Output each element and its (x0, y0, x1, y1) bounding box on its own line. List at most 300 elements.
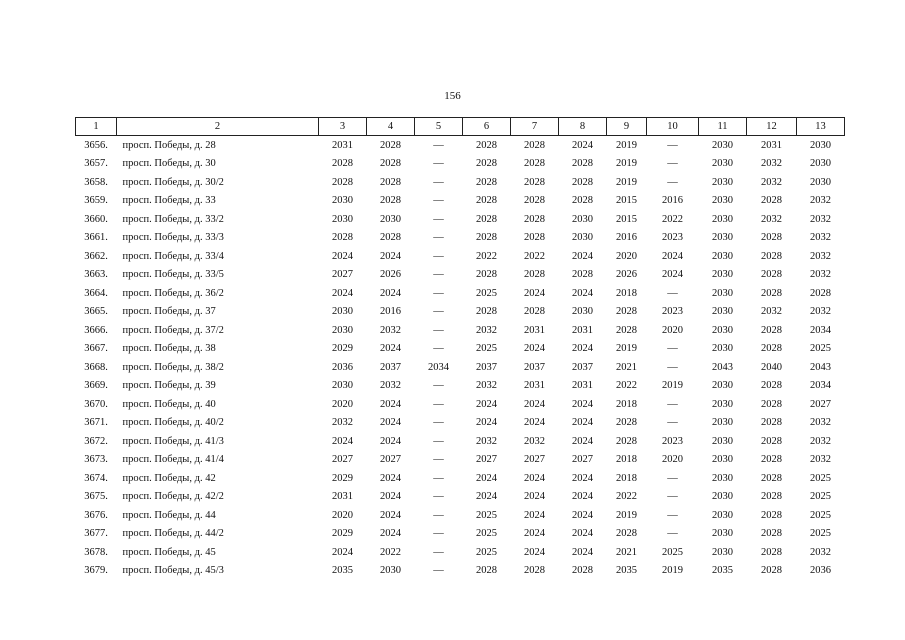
year-cell: 2024 (572, 491, 593, 503)
year-cell: 2020 (662, 454, 683, 466)
address-cell: просп. Победы, д. 41/4 (122, 454, 224, 466)
row-number: 3667. (84, 343, 108, 355)
year-cell: 2024 (572, 398, 593, 410)
year-cell: 2030 (712, 213, 733, 225)
address-cell: просп. Победы, д. 33/4 (122, 250, 224, 262)
year-cell: — (433, 509, 444, 521)
year-cell: 2024 (572, 417, 593, 429)
year-cell: 2032 (380, 324, 401, 336)
table-header (76, 118, 845, 136)
year-cell: — (667, 158, 678, 170)
year-cell: 2028 (476, 195, 497, 207)
year-cell: — (667, 417, 678, 429)
year-cell: — (433, 139, 444, 151)
year-cell: 2030 (810, 176, 831, 188)
year-cell: 2023 (662, 435, 683, 447)
row-number: 3676. (84, 509, 108, 521)
table-row (76, 543, 845, 562)
year-cell: 2027 (810, 398, 831, 410)
address-cell: просп. Победы, д. 37 (122, 306, 216, 318)
table-row (76, 155, 845, 174)
year-cell: 2022 (476, 250, 497, 262)
year-cell: 2023 (662, 232, 683, 244)
year-cell: 2032 (476, 324, 497, 336)
year-cell: 2025 (476, 343, 497, 355)
year-cell: 2030 (332, 380, 353, 392)
year-cell: 2028 (761, 250, 782, 262)
year-cell: 2025 (810, 528, 831, 540)
year-cell: 2022 (380, 546, 401, 558)
table-row (76, 229, 845, 248)
address-cell: просп. Победы, д. 38 (122, 343, 216, 355)
year-cell: 2031 (524, 324, 545, 336)
row-number: 3658. (84, 176, 108, 188)
year-cell: 2024 (380, 472, 401, 484)
year-cell: 2025 (810, 343, 831, 355)
year-cell: 2030 (572, 213, 593, 225)
year-cell: 2025 (476, 509, 497, 521)
year-cell: 2028 (761, 269, 782, 281)
header-row (76, 118, 845, 136)
row-number: 3665. (84, 306, 108, 318)
year-cell: 2018 (616, 398, 637, 410)
table-row (76, 432, 845, 451)
year-cell: 2030 (712, 287, 733, 299)
column-header-10: 10 (647, 118, 699, 136)
row-number: 3657. (84, 158, 108, 170)
year-cell: 2028 (524, 565, 545, 577)
table-row (76, 358, 845, 377)
year-cell: 2019 (662, 565, 683, 577)
column-header-5: 5 (415, 118, 463, 136)
year-cell: 2027 (572, 454, 593, 466)
year-cell: 2024 (380, 398, 401, 410)
year-cell: 2024 (476, 398, 497, 410)
table-row (76, 266, 845, 285)
year-cell: 2022 (662, 213, 683, 225)
year-cell: 2032 (810, 546, 831, 558)
table-row (76, 303, 845, 322)
year-cell: — (667, 343, 678, 355)
year-cell: 2032 (761, 158, 782, 170)
row-number: 3660. (84, 213, 108, 225)
column-header-9: 9 (607, 118, 647, 136)
table-row (76, 284, 845, 303)
year-cell: 2028 (761, 528, 782, 540)
year-cell: 2034 (428, 361, 449, 373)
year-cell: 2026 (380, 269, 401, 281)
year-cell: 2024 (662, 250, 683, 262)
year-cell: 2030 (572, 232, 593, 244)
year-cell: 2028 (616, 528, 637, 540)
year-cell: 2043 (712, 361, 733, 373)
year-cell: 2028 (380, 158, 401, 170)
year-cell: 2028 (524, 139, 545, 151)
year-cell: 2028 (380, 139, 401, 151)
year-cell: 2034 (810, 380, 831, 392)
year-cell: 2024 (572, 472, 593, 484)
year-cell: — (433, 565, 444, 577)
year-cell: 2031 (332, 491, 353, 503)
year-cell: 2024 (572, 343, 593, 355)
year-cell: — (433, 232, 444, 244)
year-cell: 2028 (810, 287, 831, 299)
year-cell: 2028 (572, 269, 593, 281)
year-cell: 2028 (476, 306, 497, 318)
row-number: 3661. (84, 232, 108, 244)
row-number: 3663. (84, 269, 108, 281)
year-cell: 2019 (662, 380, 683, 392)
year-cell: 2030 (332, 213, 353, 225)
table-row (76, 451, 845, 470)
year-cell: 2030 (810, 139, 831, 151)
year-cell: 2030 (332, 195, 353, 207)
year-cell: 2031 (524, 380, 545, 392)
table-row (76, 506, 845, 525)
year-cell: 2032 (761, 176, 782, 188)
year-cell: 2030 (712, 176, 733, 188)
year-cell: 2024 (572, 528, 593, 540)
year-cell: 2032 (476, 435, 497, 447)
year-cell: 2024 (332, 250, 353, 262)
year-cell: 2030 (712, 139, 733, 151)
column-header-3: 3 (319, 118, 367, 136)
address-cell: просп. Победы, д. 39 (122, 380, 216, 392)
year-cell: 2028 (761, 565, 782, 577)
year-cell: 2028 (572, 565, 593, 577)
table-row (76, 192, 845, 211)
address-cell: просп. Победы, д. 42 (122, 472, 216, 484)
year-cell: 2024 (572, 509, 593, 521)
year-cell: 2020 (616, 250, 637, 262)
table-row (76, 414, 845, 433)
year-cell: 2030 (712, 491, 733, 503)
year-cell: 2028 (616, 417, 637, 429)
year-cell: 2019 (616, 176, 637, 188)
year-cell: — (667, 287, 678, 299)
year-cell: 2025 (476, 528, 497, 540)
year-cell: 2032 (810, 454, 831, 466)
year-cell: 2028 (524, 158, 545, 170)
table-body (76, 136, 845, 581)
column-header-6: 6 (463, 118, 511, 136)
year-cell: 2024 (524, 472, 545, 484)
year-cell: 2024 (380, 250, 401, 262)
year-cell: 2028 (761, 435, 782, 447)
year-cell: 2030 (712, 435, 733, 447)
year-cell: 2021 (616, 546, 637, 558)
year-cell: 2018 (616, 454, 637, 466)
year-cell: 2024 (572, 250, 593, 262)
year-cell: 2032 (810, 213, 831, 225)
year-cell: 2028 (761, 398, 782, 410)
year-cell: 2020 (332, 509, 353, 521)
year-cell: 2027 (476, 454, 497, 466)
row-number: 3675. (84, 491, 108, 503)
row-number: 3669. (84, 380, 108, 392)
year-cell: 2018 (616, 287, 637, 299)
address-cell: просп. Победы, д. 30/2 (122, 176, 224, 188)
year-cell: 2022 (616, 491, 637, 503)
year-cell: 2027 (380, 454, 401, 466)
year-cell: 2028 (616, 324, 637, 336)
year-cell: 2020 (332, 398, 353, 410)
year-cell: 2035 (616, 565, 637, 577)
year-cell: 2030 (712, 528, 733, 540)
row-number: 3677. (84, 528, 108, 540)
year-cell: 2030 (712, 158, 733, 170)
year-cell: 2028 (380, 176, 401, 188)
year-cell: 2025 (810, 472, 831, 484)
year-cell: 2015 (616, 195, 637, 207)
year-cell: — (433, 213, 444, 225)
year-cell: 2024 (476, 417, 497, 429)
table-row (76, 321, 845, 340)
year-cell: 2028 (572, 158, 593, 170)
year-cell: 2030 (712, 472, 733, 484)
year-cell: 2028 (524, 306, 545, 318)
year-cell: 2031 (761, 139, 782, 151)
table-row (76, 525, 845, 544)
year-cell: 2028 (616, 435, 637, 447)
year-cell: 2024 (524, 417, 545, 429)
year-cell: — (433, 269, 444, 281)
year-cell: 2028 (476, 232, 497, 244)
table-row (76, 173, 845, 192)
year-cell: 2028 (761, 195, 782, 207)
table-row (76, 395, 845, 414)
year-cell: 2034 (810, 324, 831, 336)
year-cell: 2025 (810, 509, 831, 521)
year-cell: 2024 (380, 417, 401, 429)
year-cell: 2022 (616, 380, 637, 392)
year-cell: 2030 (572, 306, 593, 318)
year-cell: — (667, 398, 678, 410)
address-cell: просп. Победы, д. 38/2 (122, 361, 224, 373)
address-cell: просп. Победы, д. 37/2 (122, 324, 224, 336)
year-cell: — (667, 528, 678, 540)
year-cell: 2030 (810, 158, 831, 170)
address-cell: просп. Победы, д. 45 (122, 546, 216, 558)
year-cell: 2024 (476, 472, 497, 484)
year-cell: 2019 (616, 509, 637, 521)
year-cell: 2037 (524, 361, 545, 373)
year-cell: 2024 (476, 491, 497, 503)
year-cell: — (433, 417, 444, 429)
year-cell: 2024 (524, 491, 545, 503)
year-cell: 2028 (572, 176, 593, 188)
column-header-2: 2 (117, 118, 319, 136)
year-cell: 2028 (332, 158, 353, 170)
year-cell: 2025 (662, 546, 683, 558)
year-cell: 2028 (761, 454, 782, 466)
year-cell: 2024 (524, 509, 545, 521)
year-cell: 2032 (761, 213, 782, 225)
row-number: 3672. (84, 435, 108, 447)
year-cell: 2028 (380, 232, 401, 244)
year-cell: — (433, 176, 444, 188)
year-cell: 2028 (761, 380, 782, 392)
year-cell: 2030 (712, 269, 733, 281)
year-cell: 2019 (616, 139, 637, 151)
address-cell: просп. Победы, д. 40 (122, 398, 216, 410)
year-cell: 2032 (810, 250, 831, 262)
year-cell: 2037 (572, 361, 593, 373)
year-cell: 2023 (662, 306, 683, 318)
year-cell: 2036 (332, 361, 353, 373)
column-header-8: 8 (559, 118, 607, 136)
row-number: 3674. (84, 472, 108, 484)
year-cell: 2028 (761, 324, 782, 336)
year-cell: 2029 (332, 472, 353, 484)
year-cell: — (433, 158, 444, 170)
table-row (76, 136, 845, 155)
table-row (76, 377, 845, 396)
year-cell: 2028 (332, 176, 353, 188)
year-cell: 2032 (380, 380, 401, 392)
year-cell: 2031 (572, 380, 593, 392)
year-cell: 2037 (476, 361, 497, 373)
year-cell: 2028 (476, 176, 497, 188)
year-cell: 2030 (332, 324, 353, 336)
year-cell: 2032 (810, 232, 831, 244)
column-header-13: 13 (797, 118, 845, 136)
year-cell: 2028 (572, 195, 593, 207)
year-cell: 2024 (380, 491, 401, 503)
year-cell: — (667, 472, 678, 484)
year-cell: 2028 (761, 491, 782, 503)
table-row (76, 469, 845, 488)
table-row (76, 340, 845, 359)
year-cell: 2021 (616, 361, 637, 373)
year-cell: — (667, 139, 678, 151)
year-cell: 2030 (712, 546, 733, 558)
year-cell: 2030 (380, 213, 401, 225)
year-cell: 2025 (810, 491, 831, 503)
table-row (76, 247, 845, 266)
year-cell: 2025 (476, 287, 497, 299)
year-cell: 2032 (524, 435, 545, 447)
year-cell: 2035 (712, 565, 733, 577)
year-cell: 2028 (761, 232, 782, 244)
year-cell: 2020 (662, 324, 683, 336)
year-cell: 2029 (332, 528, 353, 540)
year-cell: 2035 (332, 565, 353, 577)
year-cell: 2024 (524, 287, 545, 299)
year-cell: — (433, 306, 444, 318)
year-cell: 2032 (761, 306, 782, 318)
year-cell: 2028 (761, 509, 782, 521)
year-cell: — (433, 380, 444, 392)
year-cell: — (433, 491, 444, 503)
year-cell: 2028 (761, 546, 782, 558)
year-cell: 2027 (332, 454, 353, 466)
year-cell: 2030 (380, 565, 401, 577)
year-cell: 2030 (712, 398, 733, 410)
address-cell: просп. Победы, д. 44/2 (122, 528, 224, 540)
year-cell: 2018 (616, 472, 637, 484)
year-cell: — (433, 287, 444, 299)
table-row (76, 210, 845, 229)
address-cell: просп. Победы, д. 36/2 (122, 287, 224, 299)
column-header-1: 1 (76, 118, 117, 136)
year-cell: 2030 (712, 343, 733, 355)
year-cell: — (433, 472, 444, 484)
year-cell: — (433, 435, 444, 447)
year-cell: 2036 (810, 565, 831, 577)
column-header-7: 7 (511, 118, 559, 136)
address-cell: просп. Победы, д. 41/3 (122, 435, 224, 447)
year-cell: 2024 (380, 435, 401, 447)
year-cell: 2016 (616, 232, 637, 244)
year-cell: 2043 (810, 361, 831, 373)
year-cell: 2032 (332, 417, 353, 429)
year-cell: — (667, 491, 678, 503)
year-cell: — (433, 250, 444, 262)
row-number: 3659. (84, 195, 108, 207)
year-cell: 2016 (662, 195, 683, 207)
year-cell: 2028 (332, 232, 353, 244)
year-cell: 2028 (761, 287, 782, 299)
year-cell: 2030 (712, 454, 733, 466)
year-cell: 2024 (572, 546, 593, 558)
year-cell: 2032 (810, 435, 831, 447)
year-cell: 2031 (572, 324, 593, 336)
row-number: 3670. (84, 398, 108, 410)
year-cell: 2026 (616, 269, 637, 281)
year-cell: — (667, 176, 678, 188)
table-row (76, 488, 845, 507)
year-cell: 2030 (712, 232, 733, 244)
year-cell: 2028 (476, 213, 497, 225)
year-cell: 2028 (380, 195, 401, 207)
column-header-4: 4 (367, 118, 415, 136)
row-number: 3662. (84, 250, 108, 262)
year-cell: 2024 (380, 343, 401, 355)
year-cell: 2024 (380, 528, 401, 540)
column-header-12: 12 (747, 118, 797, 136)
year-cell: 2019 (616, 158, 637, 170)
year-cell: 2025 (476, 546, 497, 558)
year-cell: 2031 (332, 139, 353, 151)
year-cell: 2015 (616, 213, 637, 225)
row-number: 3673. (84, 454, 108, 466)
year-cell: 2030 (332, 306, 353, 318)
address-cell: просп. Победы, д. 45/3 (122, 565, 224, 577)
column-header-11: 11 (699, 118, 747, 136)
year-cell: 2024 (662, 269, 683, 281)
year-cell: 2028 (761, 343, 782, 355)
year-cell: 2032 (810, 195, 831, 207)
year-cell: 2028 (524, 176, 545, 188)
year-cell: 2024 (572, 139, 593, 151)
address-cell: просп. Победы, д. 33/5 (122, 269, 224, 281)
year-cell: 2024 (332, 546, 353, 558)
year-cell: 2030 (712, 306, 733, 318)
year-cell: 2029 (332, 343, 353, 355)
year-cell: 2027 (524, 454, 545, 466)
year-cell: 2024 (572, 287, 593, 299)
year-cell: 2030 (712, 195, 733, 207)
year-cell: — (667, 509, 678, 521)
year-cell: 2032 (810, 269, 831, 281)
address-cell: просп. Победы, д. 28 (122, 139, 216, 151)
address-cell: просп. Победы, д. 33 (122, 195, 216, 207)
table-row (76, 562, 845, 581)
year-cell: 2028 (524, 213, 545, 225)
year-cell: 2024 (524, 546, 545, 558)
address-cell: просп. Победы, д. 44 (122, 509, 216, 521)
